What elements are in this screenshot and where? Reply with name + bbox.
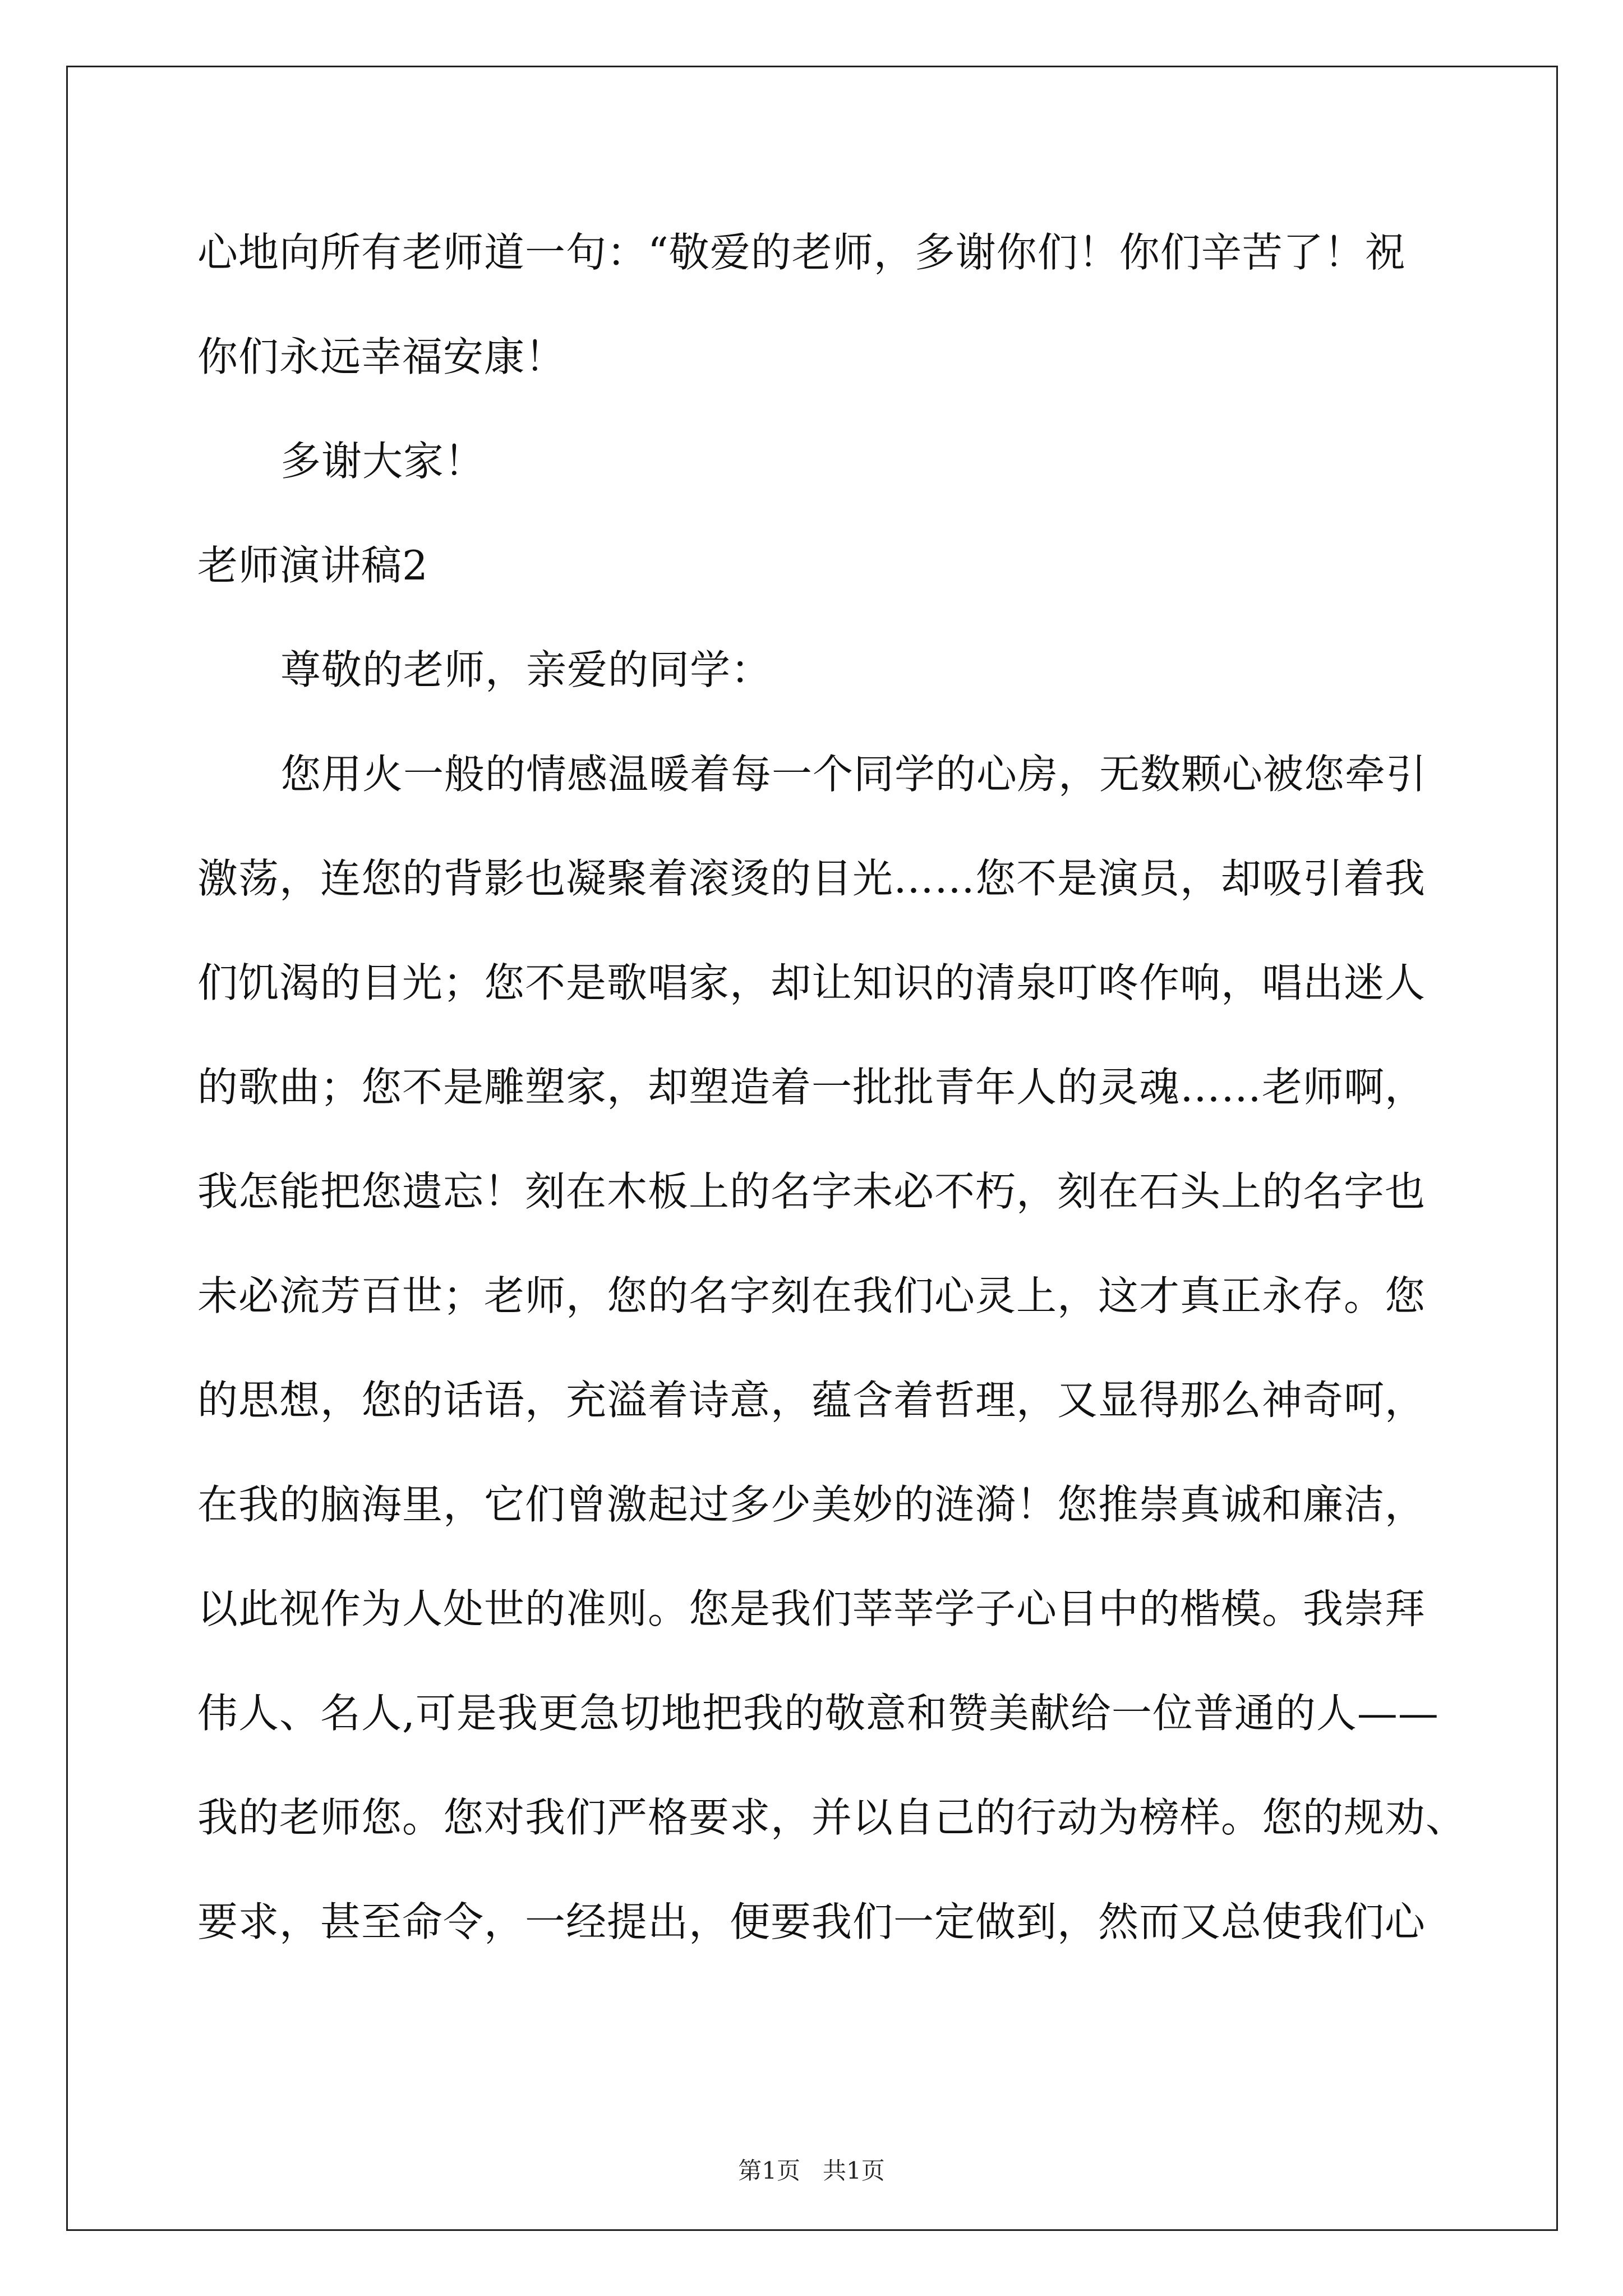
closing-thanks: 多谢大家！: [280, 438, 486, 485]
salutation: 尊敬的老师，亲爱的同学：: [280, 646, 772, 693]
text-line: 们饥渴的目光；您不是歌唱家，却让知识的清泉叮咚作响，唱出迷人: [197, 959, 1426, 1006]
text-line: 你们永远幸福安康！: [197, 333, 566, 380]
text-line: 以此视作为人处世的准则。您是我们莘莘学子心目中的楷模。我崇拜: [197, 1585, 1426, 1632]
page-number: 第1页 共1页: [738, 2157, 885, 2184]
text-line: 我怎能把您遗忘！刻在木板上的名字未必不朽，刻在石头上的名字也: [197, 1168, 1426, 1215]
section-title: 老师演讲稿2: [197, 542, 428, 589]
text-line: 的歌曲；您不是雕塑家，却塑造着一批批青年人的灵魂……老师啊，: [197, 1064, 1426, 1111]
text-line: 要求，甚至命令，一经提出，便要我们一定做到，然而又总使我们心: [197, 1898, 1426, 1945]
text-line: 激荡，连您的背影也凝聚着滚烫的目光……您不是演员，却吸引着我: [197, 855, 1426, 902]
text-line: 我的老师您。您对我们严格要求，并以自己的行动为榜样。您的规劝、: [197, 1794, 1467, 1841]
text-line: 伟人、名人,可是我更急切地把我的敬意和赞美献给一位普通的人——: [197, 1690, 1439, 1737]
text-line: 您用火一般的情感温暖着每一个同学的心房，无数颗心被您牵引: [280, 751, 1427, 798]
text-line: 心地向所有老师道一句：“敬爱的老师，多谢你们！你们辛苦了！祝: [197, 229, 1406, 276]
text-line: 的思想，您的话语，充溢着诗意，蕴含着哲理，又显得那么神奇呵，: [197, 1377, 1426, 1424]
text-line: 在我的脑海里，它们曾激起过多少美妙的涟漪！您推崇真诚和廉洁，: [197, 1481, 1426, 1528]
text-line: 未必流芳百世；老师，您的名字刻在我们心灵上，这才真正永存。您: [197, 1272, 1426, 1319]
